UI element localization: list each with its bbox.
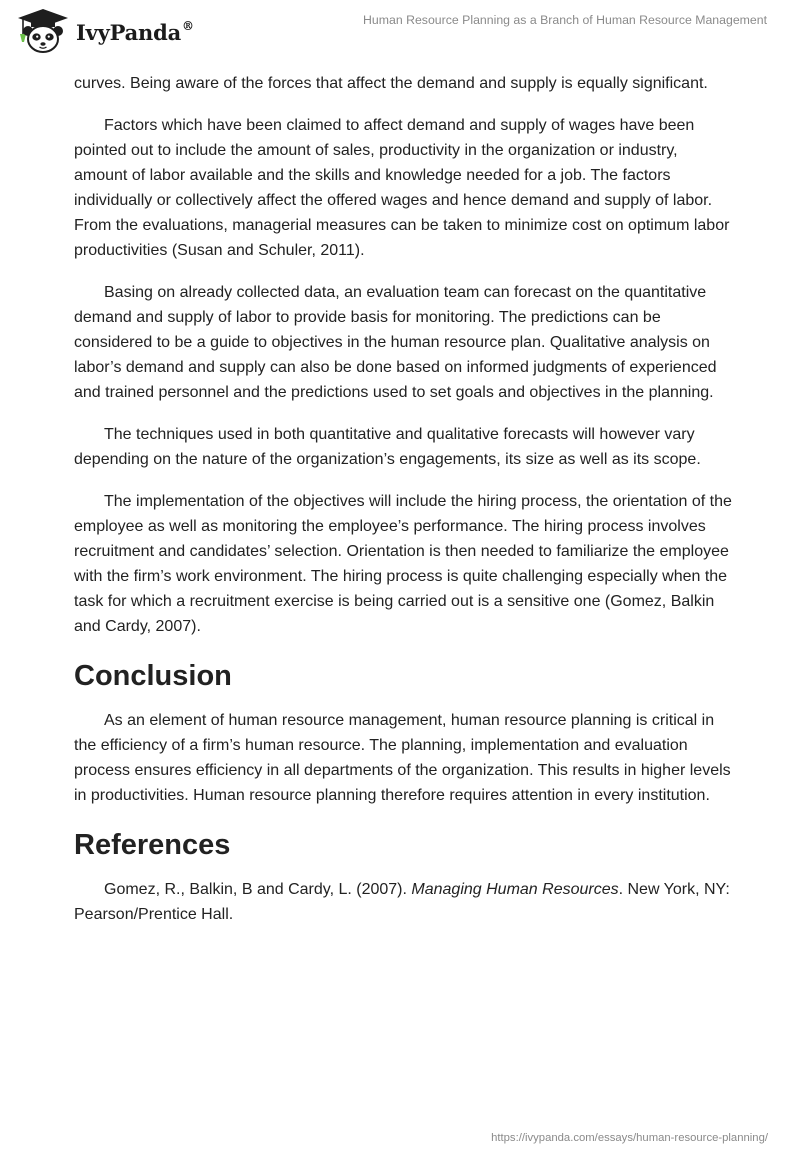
reference-authors: Gomez, R., Balkin, B and Cardy, L. (2007). — [104, 881, 412, 898]
reference-publisher: . New York, NY: Pearson/Prentice Hall. — [74, 881, 730, 923]
essay-body — [74, 71, 734, 944]
conclusion-heading: Conclusion — [74, 660, 232, 692]
panda-graduate-icon — [14, 7, 72, 55]
paragraph: The techniques used in both quantitative and qualitative forecasts will however vary depending on the nature of the organization’s engagements, its size as well as its scope. — [74, 426, 701, 468]
document-title: Human Resource Planning as a Branch of Human Resource Management — [363, 13, 767, 27]
page-header — [0, 0, 800, 70]
paragraph: The implementation of the objectives will include the hiring process, the orientation of the employee as well as monitoring the employee’s performance. The hiring process involves recruitment and candidates’ selection. Orientation is then needed to familiarize the employee with the firm’s work environment. The hiring process is quite challenging especially when the task for which a recruitment exercise is being carried out is a sensitive one (Gomez, Balkin and Cardy, 2007). — [74, 493, 732, 635]
registered-mark: ® — [182, 18, 194, 33]
paragraph: Factors which have been claimed to affect demand and supply of wages have been pointed out to include the amount of sales, productivity in the organization or industry, amount of labor available and the skills and knowledge needed for a job. The factors individually or collectively affect the offered wages and hence demand and supply of labor. From the evaluations, managerial measures can be taken to minimize cost on optimum labor productivities (Susan and Schuler, 2011). — [74, 117, 730, 259]
logo-text: IvyPanda — [76, 19, 182, 45]
logo-wordmark — [76, 20, 194, 45]
paragraph: Basing on already collected data, an evaluation team can forecast on the quantitative demand and supply of labor to provide basis for monitoring. The predictions can be considered to be a guide to objectives in the human resource plan. Qualitative analysis on labor’s demand and supply can also be done based on informed judgments of experienced and trained personnel and the predictions used to set goals and objectives in the planning. — [74, 284, 717, 401]
conclusion-paragraph: As an element of human resource management, human resource planning is critical in the efficiency of a firm’s human resource. The planning, implementation and evaluation process ensures efficiency in all departments of the organization. This results in higher levels in productivities. Human resource planning therefore requires attention in every institution. — [74, 712, 731, 804]
paragraph: curves. Being aware of the forces that affect the demand and supply is equally significant. — [74, 75, 708, 92]
reference-title: Managing Human Resources — [411, 881, 619, 898]
logo[interactable] — [14, 6, 194, 56]
references-heading: References — [74, 829, 231, 861]
source-url[interactable]: https://ivypanda.com/essays/human-resource-planning/ — [491, 1132, 768, 1144]
reference-entry — [74, 877, 734, 927]
